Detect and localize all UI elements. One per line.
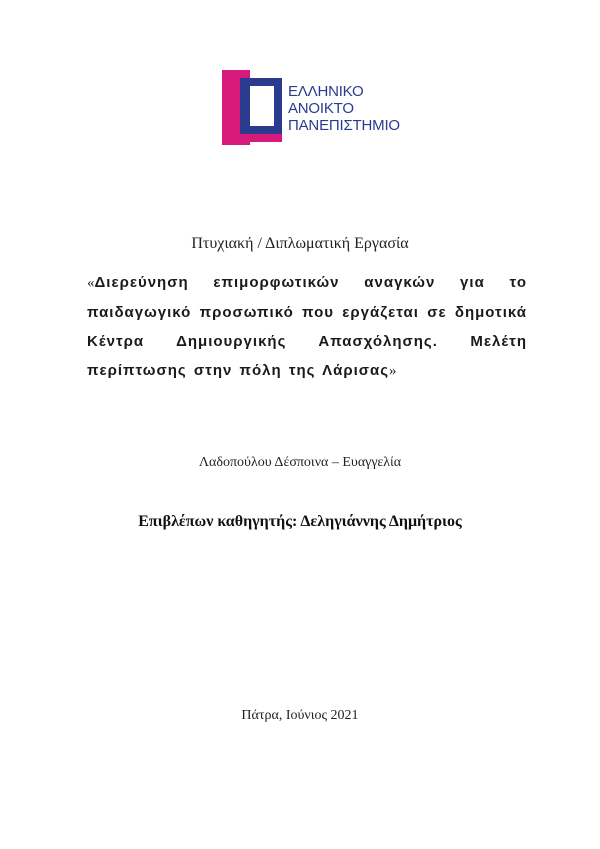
document-type: Πτυχιακή / Διπλωματική Εργασία [191, 235, 409, 252]
supervisor: Επιβλέπων καθηγητής: Δεληγιάννης Δημήτριος [138, 513, 462, 530]
title-open-quote: « [87, 275, 95, 291]
thesis-title [87, 268, 527, 386]
logo-line-1: ΕΛΛΗΝΙΚΟ [288, 83, 364, 100]
logo-wordmark [288, 83, 400, 134]
thesis-title-text: Διερεύνηση επιμορφωτικών αναγκών για το παιδαγωγικό προσωπικό που εργάζεται σε δημοτικά Κέντρα Δημιουργικής Απασχόλησης. Μελέτη περίπτωσης στην πόλη της Λάρισας [87, 274, 527, 379]
title-close-quote: » [389, 363, 397, 379]
place-date: Πάτρα, Ιούνιος 2021 [241, 708, 359, 723]
university-logo [222, 70, 412, 145]
author-name: Λαδοπούλου Δέσποινα – Ευαγγελία [198, 455, 402, 470]
logo-mark-icon [222, 70, 286, 145]
logo-line-2: ΑΝΟΙΚΤΟ [288, 100, 354, 117]
logo-line-3: ΠΑΝΕΠΙΣΤΗΜΙΟ [288, 117, 400, 134]
